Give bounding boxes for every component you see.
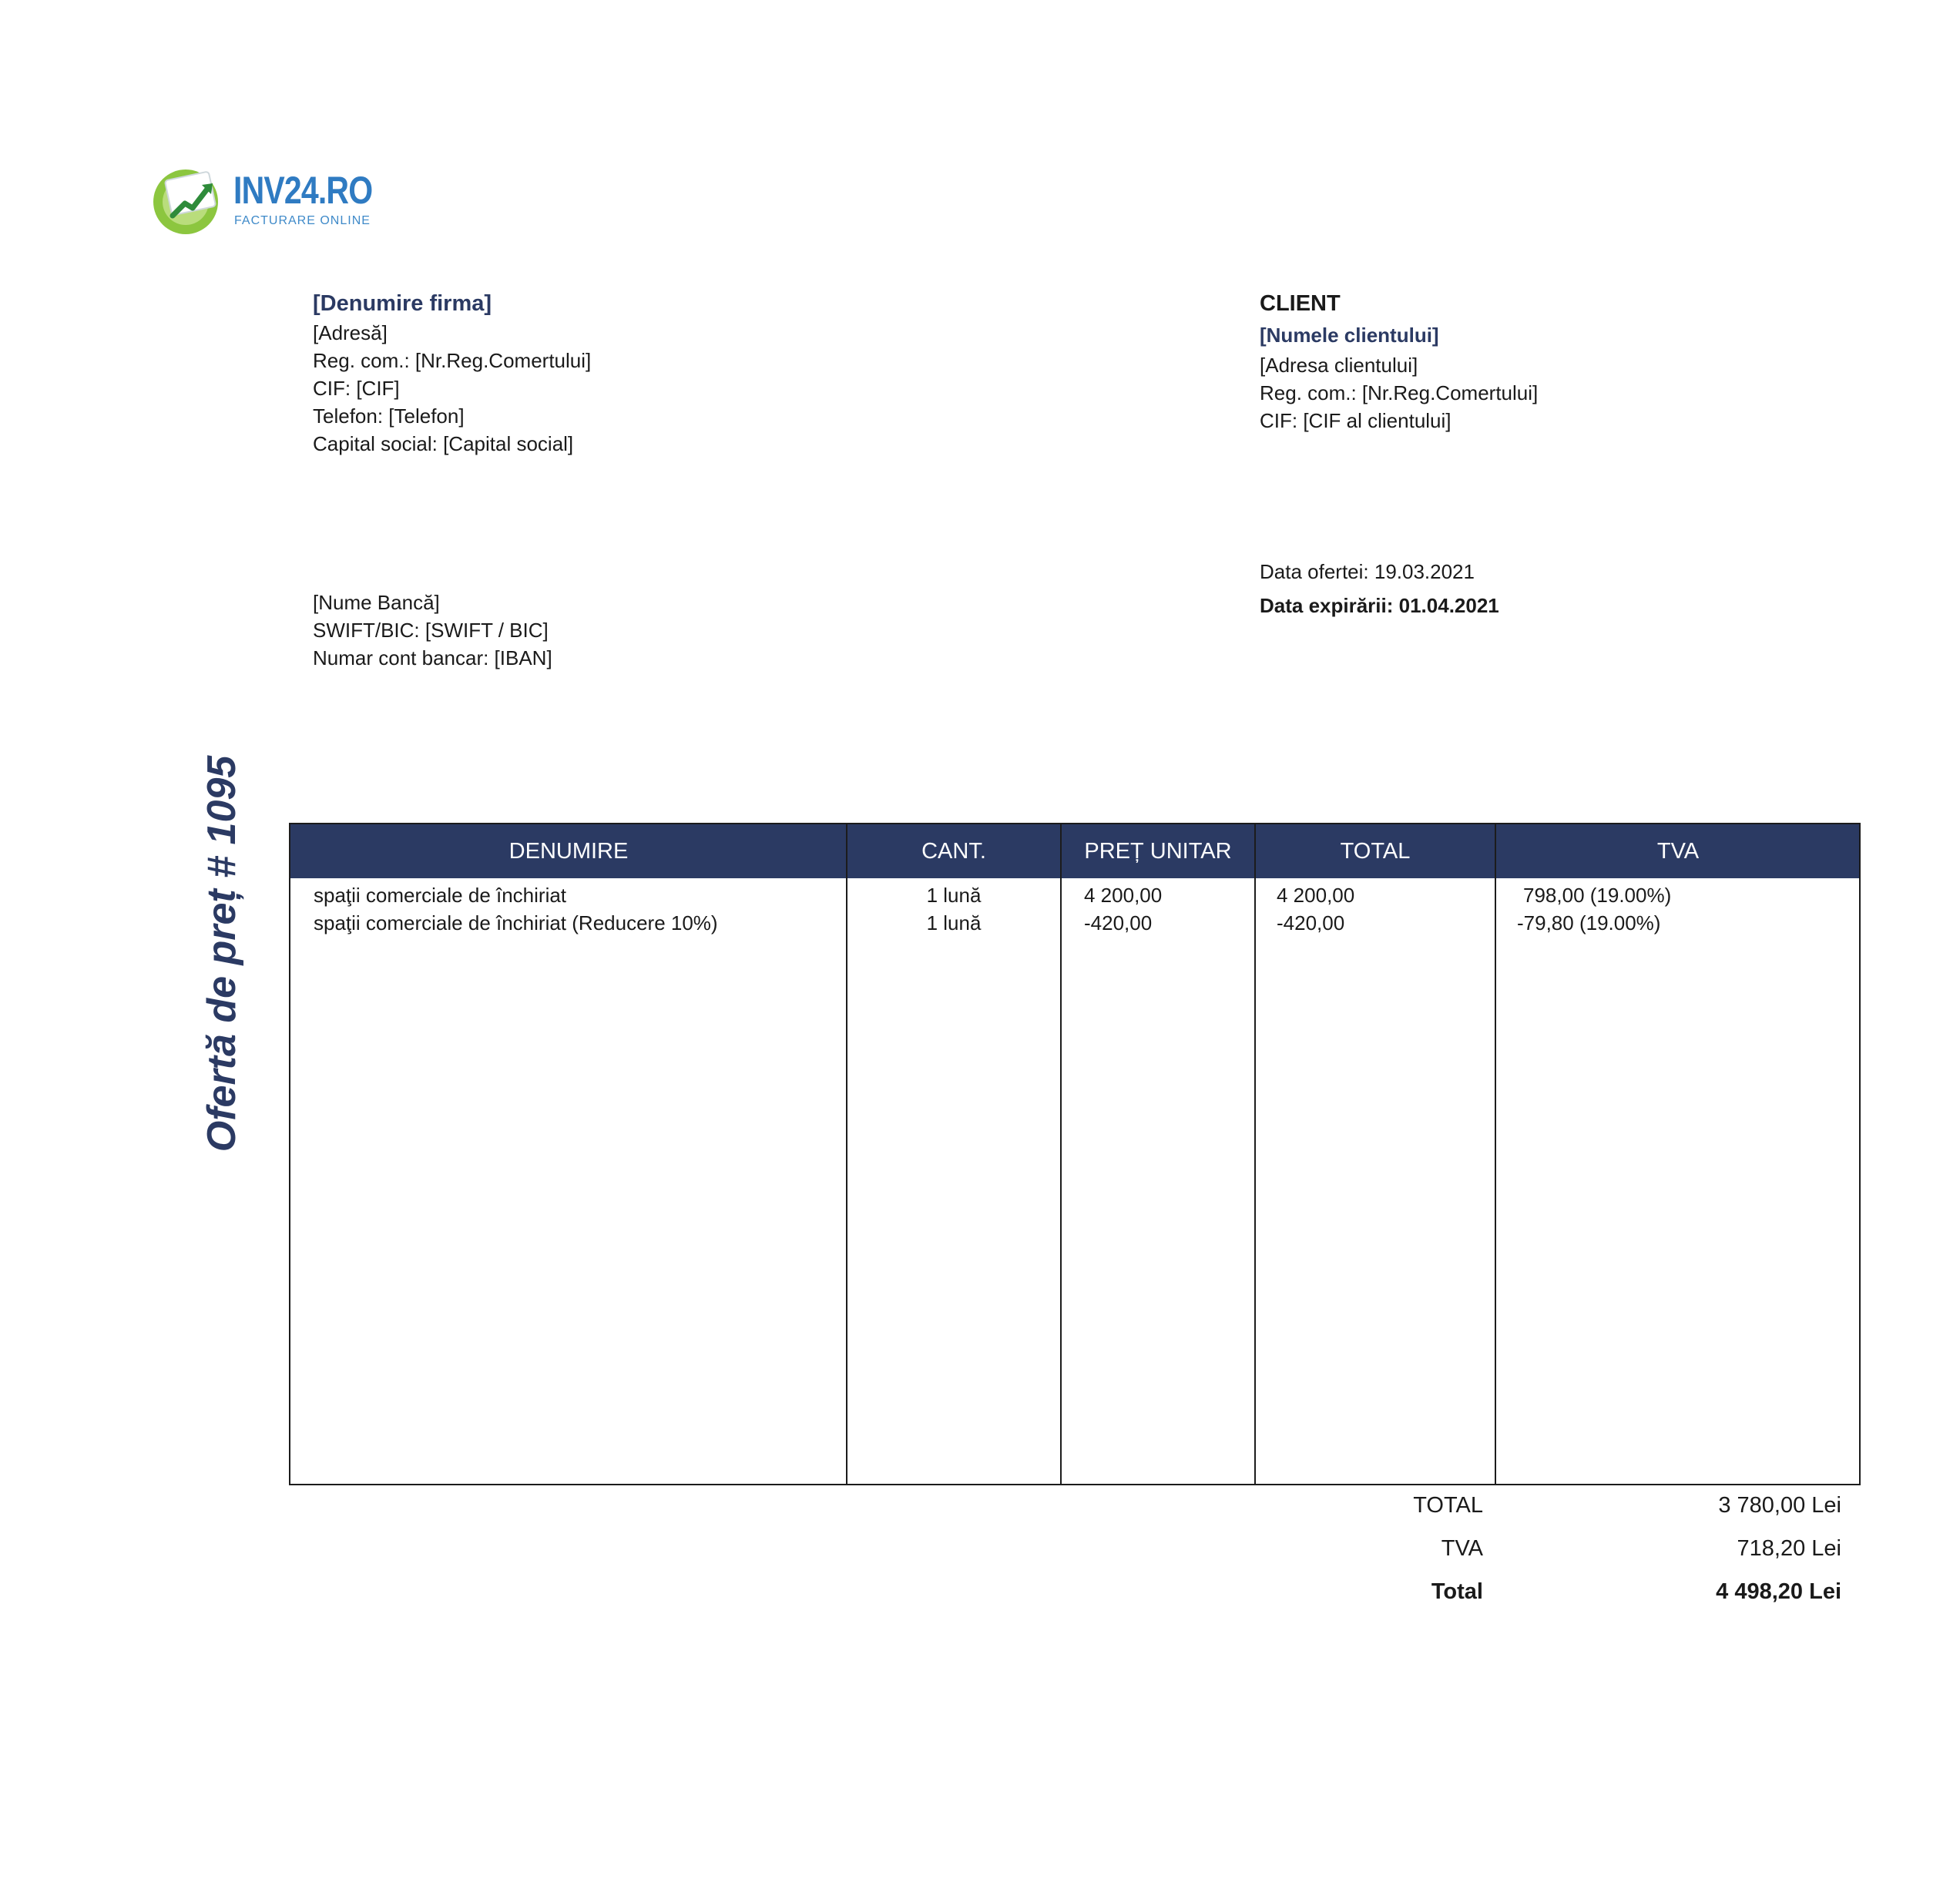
cell-total: -420,00 [1277, 911, 1345, 934]
grand-total-value: 4 498,20 Lei [1716, 1579, 1841, 1604]
company-reg-com: Reg. com.: [Nr.Reg.Comertului] [313, 349, 592, 372]
client-reg-com: Reg. com.: [Nr.Reg.Comertului] [1260, 381, 1539, 404]
cell-denumire: spaţii comerciale de închiriat [314, 884, 567, 907]
client-cif: CIF: [CIF al clientului] [1260, 409, 1452, 432]
cell-tva: -79,80 (19.00%) [1517, 911, 1661, 934]
cell-pret: -420,00 [1084, 911, 1153, 934]
cell-tva: 798,00 (19.00%) [1523, 884, 1672, 907]
col-cant: CANT. [921, 839, 986, 864]
document-title: Ofertă de preț # 1095 [200, 755, 244, 1153]
company-name: [Denumire firma] [313, 291, 492, 316]
cell-cant: 1 lună [926, 911, 982, 934]
tva-label: TVA [1441, 1536, 1483, 1561]
bank-swift: SWIFT/BIC: [SWIFT / BIC] [313, 619, 549, 642]
client-heading: CLIENT [1260, 291, 1341, 316]
tva-value: 718,20 Lei [1737, 1536, 1841, 1561]
company-phone: Telefon: [Telefon] [313, 404, 465, 428]
offer-dates [1260, 555, 1499, 622]
client-address: [Adresa clientului] [1260, 354, 1418, 377]
column-divider [1495, 824, 1496, 1484]
column-divider [1254, 824, 1256, 1484]
client-info [1260, 288, 1538, 435]
col-tva: TVA [1656, 839, 1700, 864]
company-capital: Capital social: [Capital social] [313, 432, 574, 455]
bank-info [313, 589, 552, 672]
total-label: TOTAL [1413, 1493, 1483, 1518]
col-denumire: DENUMIRE [508, 839, 629, 864]
table-header [290, 824, 1859, 878]
col-total: TOTAL [1340, 839, 1411, 864]
bank-account: Numar cont bancar: [IBAN] [313, 646, 552, 669]
items-table [289, 823, 1861, 1485]
company-cif: CIF: [CIF] [313, 377, 400, 400]
col-pret-unitar: PREȚ UNITAR [1084, 839, 1232, 864]
client-name: [Numele clientului] [1260, 324, 1439, 347]
cell-pret: 4 200,00 [1084, 884, 1163, 907]
logo-wordmark: INV24.RO [233, 169, 373, 212]
cell-denumire: spaţii comerciale de închiriat (Reducere 10%) [314, 911, 718, 934]
cell-cant: 1 lună [926, 884, 982, 907]
logo-tagline: FACTURARE ONLINE [234, 214, 371, 227]
company-address: [Adresă] [313, 321, 388, 344]
offer-date: Data ofertei: 19.03.2021 [1260, 560, 1475, 583]
total-value: 3 780,00 Lei [1718, 1493, 1841, 1518]
expiry-date: Data expirării: 01.04.2021 [1260, 594, 1499, 617]
logo-icon [151, 162, 228, 239]
company-info [313, 288, 591, 458]
grand-total-label: Total [1431, 1579, 1483, 1604]
bank-name: [Nume Bancă] [313, 591, 440, 614]
cell-total: 4 200,00 [1277, 884, 1355, 907]
